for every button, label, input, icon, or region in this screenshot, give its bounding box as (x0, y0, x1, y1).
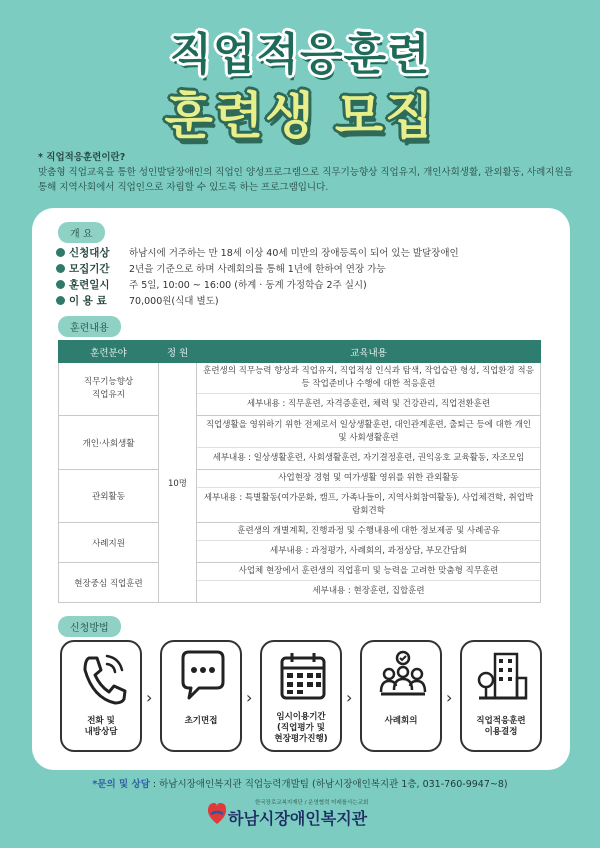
contact-text: : 하남시장애인복지관 직업능력개발팀 (하남시장애인복지관 1층, 031-760-9947~8) (149, 779, 508, 790)
row-detail: 세부내용 : 과정평가, 사례회의, 과정상담, 부모간담회 (197, 540, 540, 562)
overview-item-label: 모집기간 (69, 262, 110, 275)
step-card (460, 640, 542, 752)
step-label: 직업적응훈련 이용결정 (476, 716, 526, 737)
overview-item-value: 2년을 기준으로 하며 사례회의를 통해 1년에 한하여 연장 가능 (129, 264, 386, 275)
row-field: 직무기능향상 직업유지 (59, 363, 159, 416)
contact-key: *문의 및 상담 (92, 779, 150, 790)
row-field: 관외활동 (59, 470, 159, 523)
calendar-icon (277, 648, 329, 708)
application-section-label: 신청방법 (58, 616, 121, 637)
overview-item (56, 292, 459, 308)
row-desc: 사업체 현장에서 훈련생의 직업흥미 및 능력을 고려한 맞춤형 직무훈련 (238, 566, 499, 576)
row-desc: 사업현장 경험 및 여가생활 영위를 위한 관외활동 (278, 473, 459, 483)
row-desc: 직업생활을 영위하기 위한 전제로서 일상생활훈련, 대인관계훈련, 출퇴근 등에 대한 개인 및 사회생활훈련 (205, 419, 532, 443)
step-card (360, 640, 442, 752)
title-line-1: 직업적응훈련 (169, 29, 431, 80)
chevron-right-icon: › (346, 688, 353, 707)
table-header-row (59, 341, 541, 363)
row-detail: 세부내용 : 직무훈련, 자격증훈련, 체력 및 건강관리, 직업전환훈련 (197, 393, 540, 415)
row-content (197, 416, 541, 470)
step-label: 사례회의 (384, 716, 418, 726)
row-desc: 훈련생의 개별계획, 진행과정 및 수행내용에 대한 정보제공 및 사례공유 (237, 526, 500, 536)
overview-section-label: 개 요 (58, 222, 105, 243)
step-card (160, 640, 242, 752)
meeting-icon (377, 648, 429, 708)
row-field: 사례지원 (59, 523, 159, 563)
table-row (59, 563, 541, 603)
row-desc: 훈련생의 직무능력 향상과 직업유지, 직업적성 인식과 탐색, 작업습관 형성, 직업환경 적응 등 작업준비나 수행에 대한 적응훈련 (203, 366, 534, 389)
row-detail: 세부내용 : 현장훈련, 집합훈련 (197, 580, 540, 602)
table-row (59, 470, 541, 523)
overview-list (56, 244, 459, 308)
building-icon (477, 648, 529, 708)
step-label: 초기면접 (184, 716, 218, 726)
overview-item-value: 주 5일, 10:00 ~ 16:00 (하계 · 동계 가정학습 2주 실시) (129, 280, 367, 291)
bullet-dot-icon (56, 280, 65, 289)
step-label: 전화 및 내방상담 (84, 716, 118, 737)
overview-item-label: 훈련일시 (69, 278, 110, 291)
application-steps (60, 640, 540, 756)
org-subtitle: 한국장로교복지재단 / 운영협력 미래를사는교회 (255, 800, 369, 806)
bullet-dot-icon (56, 264, 65, 273)
table-row (59, 363, 541, 416)
overview-item-value: 하남시에 거주하는 만 18세 이상 40세 미만의 장애등록이 되어 있는 발달장애인 (129, 248, 459, 259)
chevron-right-icon: › (146, 688, 153, 707)
chevron-right-icon: › (246, 688, 253, 707)
chat-bubble-icon (177, 648, 229, 708)
org-name: 하남시장애인복지관 (228, 809, 368, 828)
overview-item (56, 260, 459, 276)
overview-item-label: 이 용 료 (69, 294, 107, 307)
row-detail: 세부내용 : 일상생활훈련, 사회생활훈련, 자기결정훈련, 권익옹호 교육활동, 자조모임 (197, 447, 540, 469)
contact-info (0, 776, 600, 790)
overview-item (56, 276, 459, 292)
overview-item (56, 244, 459, 260)
table-row (59, 523, 541, 563)
step-card (260, 640, 342, 752)
chevron-right-icon: › (446, 688, 453, 707)
step-label: 임시이용기간 (직업평가 및 현장평가진행) (274, 712, 328, 744)
row-detail: 세부내용 : 특별활동(여가문화, 캠프, 가족나들이, 지역사회참여활동), 사업체견학, 취업박람회견학 (197, 487, 540, 522)
bullet-dot-icon (56, 248, 65, 257)
table-header-field: 훈련분야 (59, 341, 159, 363)
row-field: 현장중심 직업훈련 (59, 563, 159, 603)
intro-block (38, 150, 578, 195)
table-row (59, 416, 541, 470)
table-header-content: 교육내용 (197, 341, 541, 363)
overview-item-value: 70,000원(식대 별도) (129, 296, 219, 307)
row-field: 개인·사회생활 (59, 416, 159, 470)
intro-question: * 직업적응훈련이란? (38, 152, 126, 163)
training-section-label: 훈련내용 (58, 316, 121, 337)
capacity-cell: 10명 (159, 363, 197, 603)
row-content (197, 363, 541, 416)
overview-item-label: 신청대상 (69, 246, 110, 259)
org-logo-icon (206, 800, 228, 826)
table-header-capacity: 정 원 (159, 341, 197, 363)
row-content (197, 563, 541, 603)
phone-icon (77, 648, 129, 708)
row-content (197, 470, 541, 523)
step-card (60, 640, 142, 752)
bullet-dot-icon (56, 296, 65, 305)
intro-text: 맞춤형 직업교육을 통한 성인발달장애인의 직업인 양성프로그램으로 직무기능향상 직업유지, 개인사회생활, 관외활동, 사례지원을 통해 지역사회에서 직업인으로 자립할 수 있도록 하는 프로그램입니다. (38, 167, 573, 193)
training-table (58, 340, 541, 603)
title-line-2: 훈련생 모집 (164, 87, 436, 145)
row-content (197, 523, 541, 563)
